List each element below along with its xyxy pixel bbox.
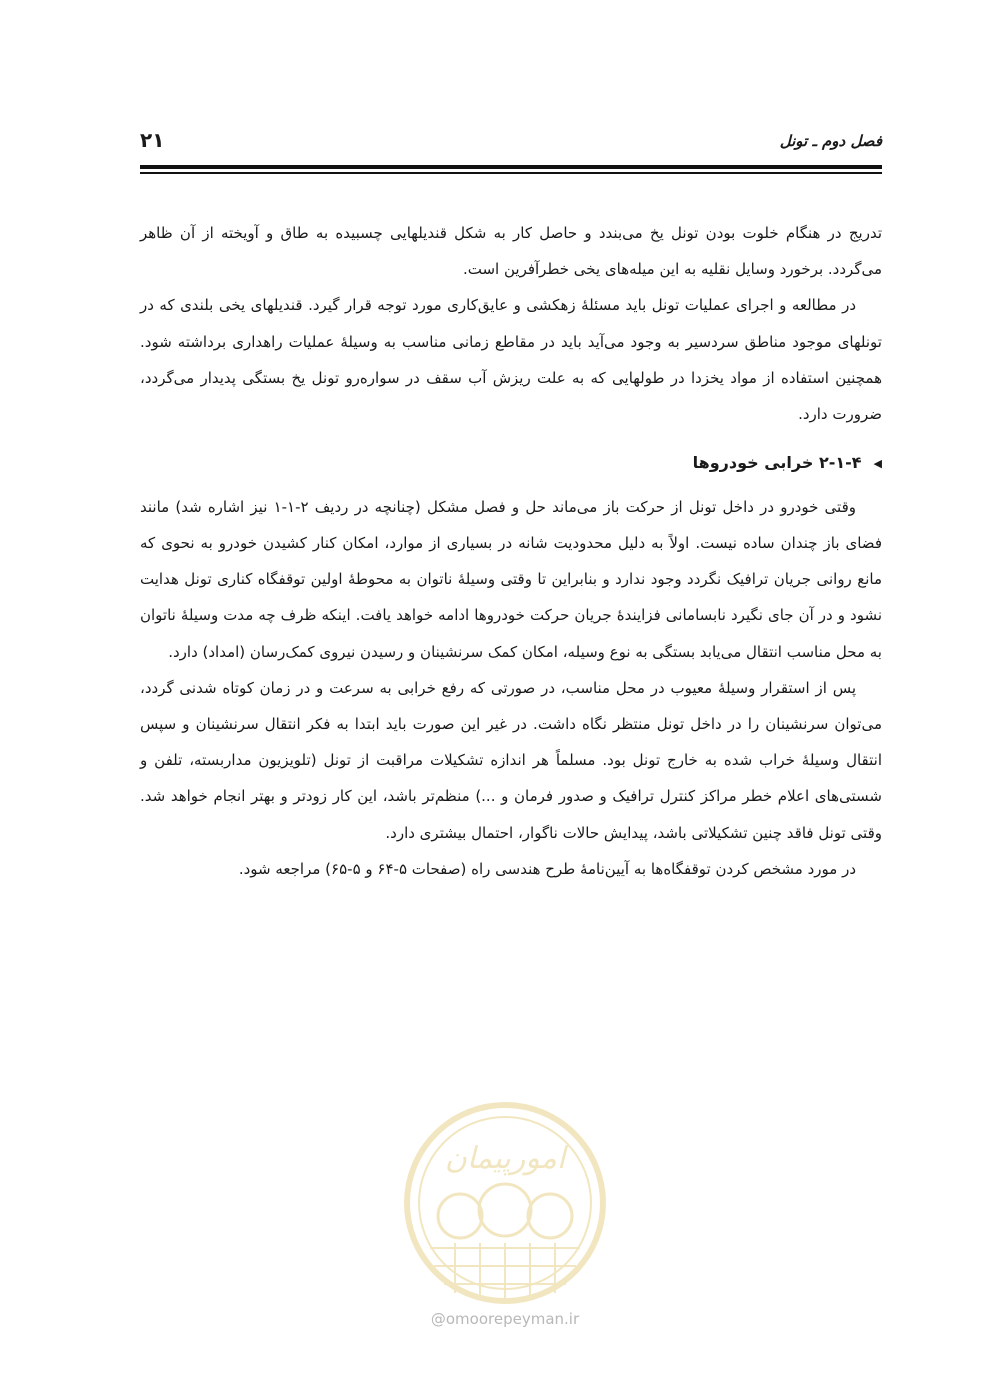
bullet-triangle-icon: ◀ bbox=[873, 456, 882, 470]
paragraph-5: در مورد مشخص کردن توقفگاه‌ها به آیین‌نامهٔ طرح هندسی راه (صفحات ۵-۶۴ و ۵-۶۵) مراجعه شود. bbox=[238, 859, 856, 878]
paragraph-1: تدریج در هنگام خلوت بودن تونل یخ می‌بندد و حاصل کار به شکل قندیلهایی چسبیده به طاق و آویخته از آن ظاهر می‌گردد. برخورد وسایل نقلیه به این میله‌های یخی خطرآفرین است. bbox=[140, 224, 882, 279]
section-heading-text: ۲-۱-۴ خرابی خودروها bbox=[692, 453, 862, 473]
paragraph-4: پس از استقرار وسیلهٔ معیوب در محل مناسب، در صورتی که رفع خرابی به سرعت و در زمان کوتاه شدنی گردد، می‌توان سرنشینان را در داخل تونل منتظر نگاه داشت. در غیر این صورت باید ابتدا به فکر انتقال سرنشینان و سپس انتقال وسیلهٔ خراب شده به خارج تونل بود. مسلماً هر اندازه تشکیلات مراقبت از تونل (تلویزیون مداربسته، تلفن و شستی‌های اعلام خطر مراکز کنترل ترافیک و صدور فرمان و ...) منظم‌تر باشد، این کار زودتر و بهتر انجام خواهد شد. وقتی تونل فاقد چنین تشکیلاتی باشد، پیدایش حالات ناگوار، احتمال بیشتری دارد. bbox=[140, 678, 882, 842]
watermark-caption bbox=[390, 1310, 620, 1328]
watermark-at-icon: @ bbox=[430, 1310, 446, 1328]
watermark-caption-text: omoorepeyman.ir bbox=[445, 1310, 580, 1328]
paragraph-2: در مطالعه و اجرای عملیات تونل باید مسئلهٔ زهکشی و عایق‌کاری مورد توجه قرار گیرد. قندیلهای یخی بلندی که در تونلهای موجود مناطق سردسیر به وجود می‌آید باید در مقاطع زمانی مناسب به وسیلهٔ عملیات راهداری برداشته شود. همچنین استفاده از مواد یخزدا در طولهایی که به علت ریزش آب سقف در سواره‌رو تونل یخ بستگی پدیدار می‌گردد، ضرورت دارد. bbox=[140, 296, 882, 424]
chapter-title: فصل دوم ـ تونل bbox=[779, 132, 882, 150]
page-number: ۲۱ bbox=[140, 128, 165, 152]
header-rule-thin bbox=[140, 172, 882, 174]
body-text bbox=[140, 215, 882, 887]
paragraph-3: وقتی خودرو در داخل تونل از حرکت باز می‌ماند حل و فصل مشکل (چنانچه در ردیف ۲-۱-۱ نیز اشاره شد) مانند فضای باز چندان ساده نیست. اولاً به دلیل محدودیت شانه در بسیاری از موارد، امکان کنار کشیدن خودرو به نحوی که مانع روانی جریان ترافیک نگردد وجود ندارد و بنابراین تا وقتی وسیلهٔ ناتوان به محوطهٔ اولین توقفگاه کناری تونل هدایت نشود و در آن جای نگیرد نابسامانی فزایندهٔ جریان حرکت خودروها ادامه خواهد یافت. اینکه ظرف چه مدت وسیلهٔ ناتوان به محل مناسب انتقال می‌یابد بستگی به نوع وسیله، امکان کمک سرنشینان و رسیدن نیروی کمک‌رسان (امداد) دارد. bbox=[140, 497, 882, 661]
svg-text:امورپیمان: امورپیمان bbox=[444, 1141, 566, 1176]
header-rule-thick bbox=[140, 165, 882, 169]
watermark-logo bbox=[400, 1098, 610, 1308]
page-header bbox=[140, 128, 882, 158]
section-heading bbox=[140, 448, 882, 479]
